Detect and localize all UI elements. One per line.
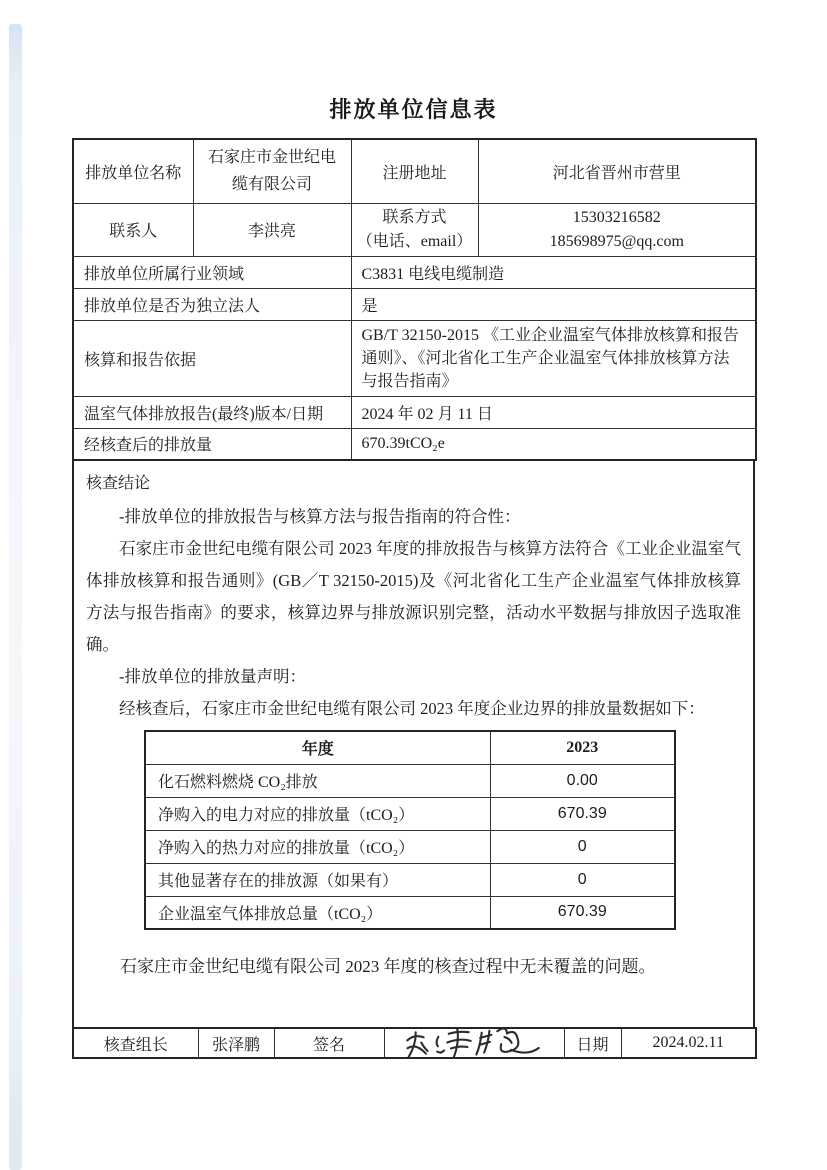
emissions-data-table	[144, 730, 676, 930]
unit-info-table	[72, 138, 757, 461]
table-row	[145, 863, 675, 896]
contact-method-value	[478, 203, 756, 256]
table-row	[145, 764, 675, 797]
signature-footer-table	[72, 1027, 757, 1059]
table-row	[145, 797, 675, 830]
emissions-row-value: 0	[490, 830, 675, 863]
basis-label: 核算和报告依据	[73, 320, 351, 396]
emissions-row-label: 化石燃料燃烧 CO₂排放	[145, 764, 490, 797]
contact-method-label-line2: （电话、email）	[356, 232, 473, 250]
table-row	[73, 288, 756, 320]
conclusion-closing-statement: 石家庄市金世纪电缆有限公司 2023 年度的核查过程中无未覆盖的问题。	[120, 957, 656, 976]
table-row	[73, 139, 756, 203]
verification-conclusion-cell	[72, 461, 755, 1027]
address-label: 注册地址	[351, 139, 478, 203]
industry-label: 排放单位所属行业领域	[73, 256, 351, 288]
emissions-row-label: 企业温室气体排放总量（tCO₂）	[145, 896, 490, 929]
signature-cell	[384, 1028, 564, 1058]
email-value: 185698975@qq.com	[549, 232, 684, 250]
conclusion-paragraph-compliance-body: 石家庄市金世纪电缆有限公司 2023 年度的排放报告与核算方法符合《工业企业温室气体排放核算和报告通则》(GB／T 32150-2015)及《河北省化工生产企业温室气体排放核算方法与报告指南》的要求，核算边界与排放源识别完整，活动水平数据与排放因子选取准确。	[86, 539, 741, 654]
date-value: 2024.02.11	[621, 1028, 756, 1058]
emissions-row-label: 其他显著存在的排放源（如果有）	[145, 863, 490, 896]
leader-label: 核查组长	[73, 1028, 198, 1058]
scan-artifact-strip	[9, 24, 22, 1170]
page-title: 排放单位信息表	[329, 97, 498, 122]
unit-name-label: 排放单位名称	[73, 139, 193, 203]
table-row	[73, 396, 756, 428]
legal-entity-label: 排放单位是否为独立法人	[73, 288, 351, 320]
conclusion-paragraph-compliance-title: -排放单位的排放报告与核算方法与报告指南的符合性：	[119, 507, 521, 526]
unit-name-value: 石家庄市金世纪电缆有限公司	[193, 139, 351, 203]
emissions-row-label: 净购入的电力对应的排放量（tCO₂）	[145, 797, 490, 830]
emissions-header-year: 年度	[145, 731, 490, 764]
verified-emission-value: 670.39tCO₂e	[351, 428, 756, 460]
legal-entity-value: 是	[351, 288, 756, 320]
report-version-value: 2024 年 02 月 11 日	[351, 396, 756, 428]
contact-value: 李洪亮	[193, 203, 351, 256]
phone-value: 15303216582	[572, 208, 661, 226]
emissions-row-value: 670.39	[490, 896, 675, 929]
document-body	[72, 0, 755, 1059]
table-row	[73, 428, 756, 460]
emissions-row-value: 670.39	[490, 797, 675, 830]
handwritten-signature-icon	[397, 1028, 562, 1058]
table-row	[73, 1028, 756, 1058]
emissions-row-value: 0	[490, 863, 675, 896]
conclusion-paragraph-statement-body: 经核查后，石家庄市金世纪电缆有限公司 2023 年度企业边界的排放量数据如下：	[119, 699, 705, 718]
table-row	[73, 256, 756, 288]
contact-method-label	[351, 203, 478, 256]
table-row	[145, 896, 675, 929]
report-version-label: 温室气体排放报告(最终)版本/日期	[73, 396, 351, 428]
conclusion-paragraph-statement-title: -排放单位的排放量声明：	[119, 667, 306, 686]
table-row	[73, 320, 756, 396]
signature-label: 签名	[274, 1028, 384, 1058]
table-row	[145, 731, 675, 764]
table-row	[145, 830, 675, 863]
verified-emission-label: 经核查后的排放量	[73, 428, 351, 460]
date-label: 日期	[564, 1028, 621, 1058]
basis-value: GB/T 32150-2015 《工业企业温室气体排放核算和报告通则》、《河北省化工生产企业温室气体排放核算方法与报告指南》	[351, 320, 756, 396]
leader-name: 张泽鹏	[198, 1028, 274, 1058]
emissions-row-label: 净购入的热力对应的排放量（tCO₂）	[145, 830, 490, 863]
emissions-header-2023: 2023	[490, 731, 675, 764]
contact-label: 联系人	[73, 203, 193, 256]
table-row	[73, 203, 756, 256]
industry-value: C3831 电线电缆制造	[351, 256, 756, 288]
contact-method-label-line1: 联系方式	[382, 208, 447, 226]
emissions-row-value: 0.00	[490, 764, 675, 797]
conclusion-heading: 核查结论	[86, 475, 151, 492]
address-value: 河北省晋州市营里	[478, 139, 756, 203]
